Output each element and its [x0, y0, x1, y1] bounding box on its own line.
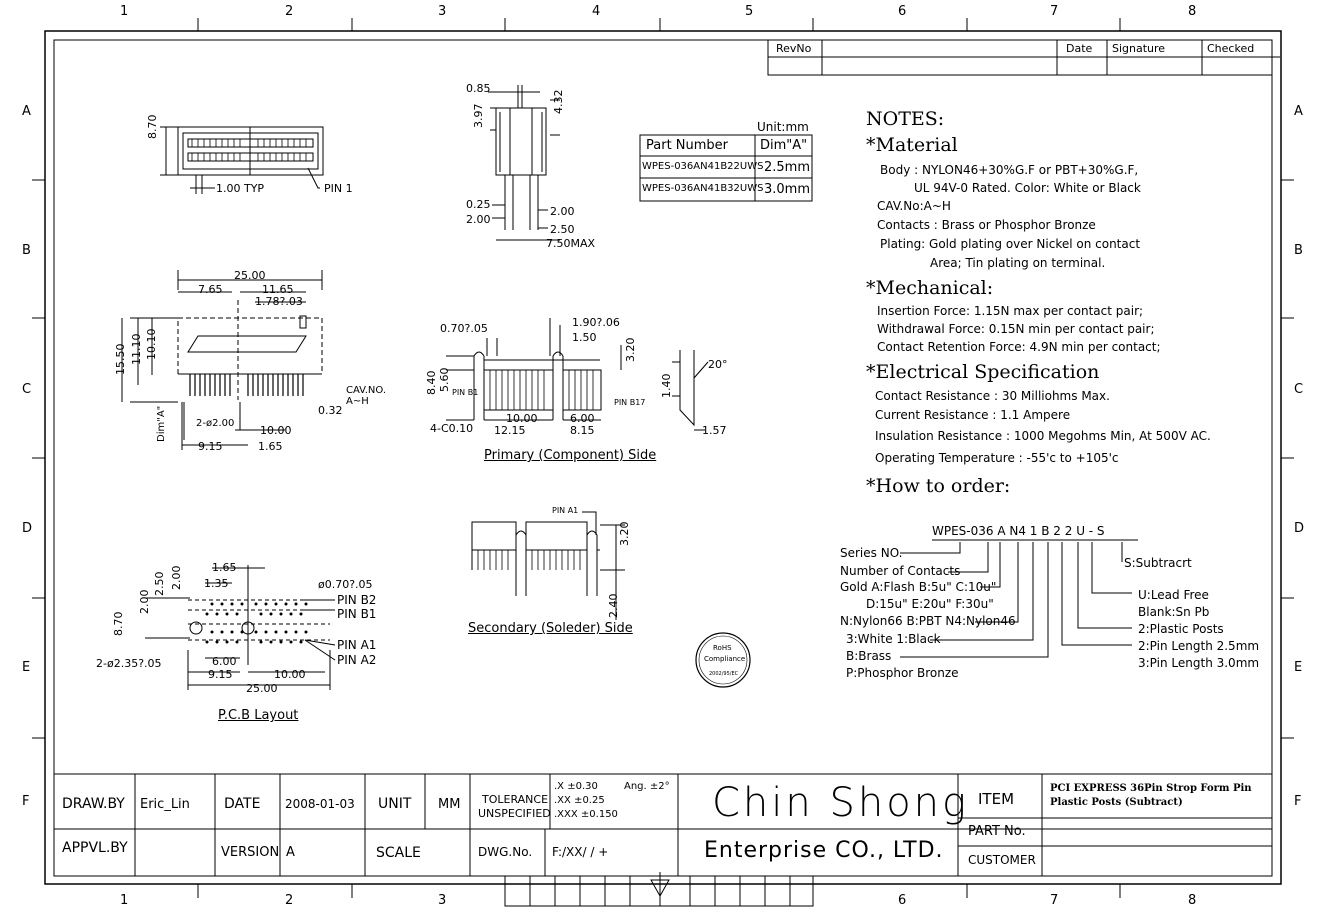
electrical-line-2: Current Resistance : 1.1 Ampere	[875, 408, 1071, 422]
pcb-pin-b1: PIN B1	[337, 607, 377, 621]
rev-signature-label: Signature	[1112, 42, 1166, 55]
side-dim-397: 3.97	[472, 103, 485, 128]
unspecified-label: UNSPECIFIED	[478, 807, 551, 820]
order-right-1: S:Subtracrt	[1124, 556, 1192, 570]
order-left-4: D:15u" E:20u" F:30u"	[866, 597, 994, 611]
zone-row-d: D	[22, 521, 33, 536]
part-table-header-part: Part Number	[646, 138, 729, 153]
order-left-5: N:Nylon66 B:PBT N4:Nylon46	[840, 614, 1016, 628]
electrical-line-1: Contact Resistance : 30 Milliohms Max.	[875, 389, 1110, 403]
primary-dim-840: 8.40	[425, 370, 438, 395]
zone-col-7-bottom: 7	[1050, 893, 1059, 908]
part-table-row-2-dim: 3.0mm	[764, 182, 811, 197]
primary-dim-1000: 10.00	[506, 412, 538, 425]
pcb-dim-1000: 10.00	[274, 668, 306, 681]
company-suffix: Enterprise CO., LTD.	[704, 838, 944, 863]
pcb-dim-135: 1.35	[204, 577, 229, 590]
zone-row-f: F	[22, 794, 30, 809]
part-table-row-2-part: WPES-036AN41B32UWS	[642, 183, 764, 194]
zone-col-8: 8	[1188, 4, 1197, 19]
version-label: VERSION	[221, 845, 280, 860]
appvl-by-label: APPVL.BY	[62, 840, 128, 856]
electrical-line-3: Insulation Resistance : 1000 Megohms Min, At 500V AC.	[875, 429, 1211, 443]
pcb-dim-2500: 25.00	[246, 682, 278, 695]
front-dim-178: 1.78?.03	[255, 295, 303, 308]
tolerance-label: TOLERANCE	[482, 793, 549, 806]
zone-col-1: 1	[120, 4, 129, 19]
detail-view-geometry	[672, 350, 708, 430]
zone-row-c: C	[22, 382, 32, 397]
pcb-pin-a1: PIN A1	[337, 638, 377, 652]
zone-row-c-right: C	[1294, 382, 1304, 397]
side-dim-085: 0.85	[466, 82, 491, 95]
draw-by-label: DRAW.BY	[62, 796, 125, 812]
zone-row-e: E	[22, 660, 31, 675]
zone-row-b-right: B	[1294, 243, 1303, 258]
secondary-dim-320: 3.20	[618, 521, 631, 546]
primary-c010: 4-C0.10	[430, 422, 474, 435]
part-table-row-1-dim: 2.5mm	[764, 160, 811, 175]
zone-row-d-right: D	[1294, 521, 1305, 536]
front-cav-range: A~H	[346, 396, 369, 407]
pcb-dim-165: 1.65	[212, 561, 237, 574]
item-line-1: PCI EXPRESS 36Pin Strop Form Pin	[1050, 783, 1252, 794]
pcb-holes: 2-ø2.35?.05	[96, 657, 162, 670]
side-dim-200b: 2.00	[550, 205, 575, 218]
side-dim-200a: 2.00	[466, 213, 491, 226]
material-heading: *Material	[866, 134, 958, 156]
mechanical-line-3: Contact Retention Force: 4.9N min per contact;	[877, 340, 1161, 354]
item-label: ITEM	[978, 790, 1015, 808]
order-left-7: B:Brass	[846, 649, 892, 663]
front-cav-label: CAV.NO.	[346, 385, 387, 396]
mechanical-heading: *Mechanical:	[866, 277, 994, 299]
order-right-5: 2:Pin Length 2.5mm	[1138, 639, 1260, 653]
tolerance-xxx: .XXX ±0.150	[554, 809, 618, 820]
material-line-5: Plating: Gold plating over Nickel on contact	[880, 237, 1141, 251]
side-dim-750max: 7.50MAX	[546, 237, 596, 250]
primary-dim-1215: 12.15	[494, 424, 526, 437]
tolerance-xx: .XX ±0.25	[554, 795, 605, 806]
zone-col-2: 2	[285, 4, 294, 19]
pcb-dim-200: 2.00	[170, 565, 183, 590]
scale-label: SCALE	[376, 845, 421, 861]
primary-dim-560: 5.60	[438, 367, 451, 392]
pcb-dim-915: 9.15	[208, 668, 233, 681]
mechanical-line-1: Insertion Force: 1.15N max per contact pair;	[877, 304, 1144, 318]
top-view-height-dim: 8.70	[146, 114, 159, 139]
tolerance-angle: Ang. ±2°	[624, 781, 670, 792]
order-left-1: Series NO.	[840, 546, 903, 560]
secondary-side-geometry	[472, 512, 625, 620]
zone-col-2-bottom: 2	[285, 893, 294, 908]
secondary-dim-240: 2.40	[607, 593, 620, 618]
rev-no-label: RevNo	[776, 42, 812, 55]
zone-row-b: B	[22, 243, 31, 258]
order-left-2: Number of Contacts	[840, 564, 961, 578]
top-view-pitch-dim: 1.00 TYP	[216, 182, 265, 195]
secondary-pin-a1: PIN A1	[552, 506, 579, 515]
pcb-pin-a2: PIN A2	[337, 653, 377, 667]
tolerance-x: .X ±0.30	[554, 781, 598, 792]
pcb-pin-b2: PIN B2	[337, 593, 377, 607]
draw-by-value: Eric_Lin	[140, 797, 190, 812]
primary-dim-190: 1.90?.06	[572, 316, 620, 329]
dwg-no-label: DWG.No.	[478, 845, 533, 859]
zone-row-e-right: E	[1294, 660, 1303, 675]
detail-dim-157: 1.57	[702, 424, 727, 437]
front-dim-a: Dim"A"	[156, 405, 167, 442]
pcb-layout-caption: P.C.B Layout	[218, 708, 299, 723]
zone-col-1-bottom: 1	[120, 893, 129, 908]
primary-dim-150: 1.50	[572, 331, 597, 344]
primary-dim-600: 6.00	[570, 412, 595, 425]
top-view-pin1: PIN 1	[324, 182, 353, 195]
company-name: Chin Shong	[712, 780, 970, 826]
secondary-side-caption: Secondary (Soleder) Side	[468, 621, 633, 636]
order-right-6: 3:Pin Length 3.0mm	[1138, 656, 1260, 670]
detail-angle: 20°	[708, 358, 728, 371]
customer-label: CUSTOMER	[968, 853, 1036, 867]
order-right-3: Blank:Sn Pb	[1138, 605, 1210, 619]
pcb-dim-600: 6.00	[212, 655, 237, 668]
detail-dim-140: 1.40	[660, 373, 673, 398]
material-line-2: UL 94V-0 Rated. Color: White or Black	[914, 181, 1141, 195]
front-dim-915: 9.15	[198, 440, 223, 453]
front-holes: 2-ø2.00	[196, 418, 235, 429]
front-dim-1010: 10.10	[145, 328, 158, 360]
zone-col-4: 4	[592, 4, 601, 19]
primary-dim-320: 3.20	[624, 337, 637, 362]
pcb-dim-870: 8.70	[112, 611, 125, 636]
part-table-row-1-part: WPES-036AN41B22UWS	[642, 161, 764, 172]
pcb-dim-200b: 2.00	[138, 589, 151, 614]
zone-row-a: A	[22, 104, 31, 119]
material-line-6: Area; Tin plating on terminal.	[930, 256, 1106, 270]
front-dim-1110: 11.10	[130, 333, 143, 365]
notes-title: NOTES:	[866, 108, 945, 130]
material-line-1: Body : NYLON46+30%G.F or PBT+30%G.F,	[880, 163, 1139, 177]
zone-col-8-bottom: 8	[1188, 893, 1197, 908]
front-dim-2500: 25.00	[234, 269, 266, 282]
rohs-line2: Compliance	[704, 655, 746, 663]
item-line-2: Plastic Posts (Subtract)	[1050, 797, 1183, 808]
front-dim-765: 7.65	[198, 283, 223, 296]
unit-value: MM	[438, 797, 461, 812]
primary-pin-b17: PIN B17	[614, 398, 646, 407]
order-code: WPES-036 A N4 1 B 2 2 U - S	[932, 524, 1105, 538]
zone-row-f-right: F	[1294, 794, 1302, 809]
front-dim-1000: 10.00	[260, 424, 292, 437]
front-dim-165: 1.65	[258, 440, 283, 453]
date-label: DATE	[224, 796, 261, 812]
zone-col-3: 3	[438, 4, 447, 19]
front-dim-1550: 15.50	[114, 343, 127, 375]
pcb-dim-250: 2.50	[153, 571, 166, 596]
rohs-line3: 2002/95/EC	[709, 671, 739, 677]
zone-col-5: 5	[745, 4, 754, 19]
front-dim-1165: 11.65	[262, 283, 294, 296]
zone-col-6: 6	[898, 4, 907, 19]
electrical-heading: *Electrical Specification	[866, 361, 1100, 383]
mechanical-line-2: Withdrawal Force: 0.15N min per contact pair;	[877, 322, 1155, 336]
primary-dim-815: 8.15	[570, 424, 595, 437]
zone-col-3-bottom: 3	[438, 893, 447, 908]
order-left-6: 3:White 1:Black	[846, 632, 941, 646]
unit-label: UNIT	[378, 796, 412, 812]
primary-pin-b1: PIN B1	[452, 388, 479, 397]
primary-dim-070: 0.70?.05	[440, 322, 488, 335]
material-line-3: CAV.No:A~H	[877, 199, 951, 213]
material-line-4: Contacts : Brass or Phosphor Bronze	[877, 218, 1096, 232]
electrical-line-4: Operating Temperature : -55'c to +105'c	[875, 451, 1119, 465]
zone-col-7: 7	[1050, 4, 1059, 19]
side-dim-025: 0.25	[466, 198, 491, 211]
part-table-unit: Unit:mm	[757, 120, 809, 134]
order-left-3: Gold A:Flash B:5u" C:10u"	[840, 580, 997, 594]
version-value: A	[286, 845, 295, 860]
rev-date-label: Date	[1066, 42, 1093, 55]
dwg-no-value: F:/XX/ / +	[552, 845, 609, 859]
rohs-line1: RoHS	[713, 644, 732, 652]
part-no-label: PART No.	[968, 824, 1026, 839]
zone-col-6-bottom: 6	[898, 893, 907, 908]
side-dim-250: 2.50	[550, 223, 575, 236]
pcb-hole-dim: ø0.70?.05	[318, 578, 373, 591]
date-value: 2008-01-03	[285, 797, 355, 811]
zone-row-a-right: A	[1294, 104, 1303, 119]
order-heading: *How to order:	[866, 475, 1011, 497]
side-dim-432: 4.32	[552, 89, 565, 114]
rev-checked-label: Checked	[1207, 42, 1255, 55]
part-table-header-dim: Dim"A"	[760, 138, 808, 153]
primary-side-caption: Primary (Component) Side	[484, 448, 657, 463]
order-right-4: 2:Plastic Posts	[1138, 622, 1224, 636]
front-dim-032: 0.32	[318, 404, 343, 417]
order-right-2: U:Lead Free	[1138, 588, 1209, 602]
order-left-8: P:Phosphor Bronze	[846, 666, 959, 680]
